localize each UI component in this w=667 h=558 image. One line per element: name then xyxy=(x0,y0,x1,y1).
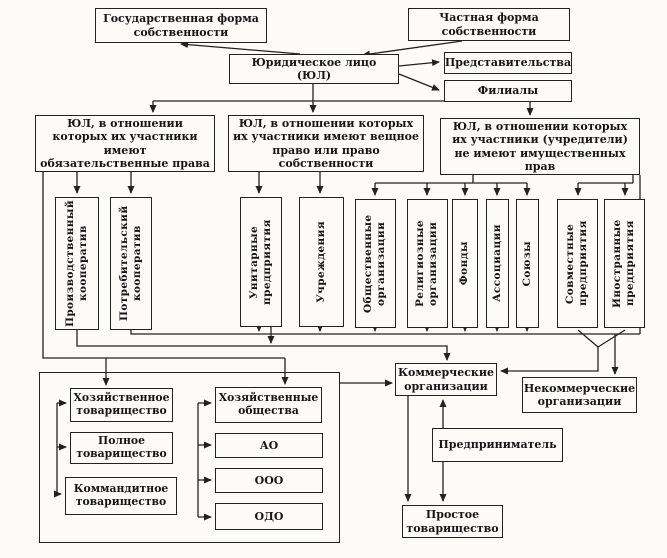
node-limited-partnership xyxy=(65,477,177,515)
node-production-cooperative xyxy=(55,197,99,330)
node-label: Иностранные предприятия xyxy=(611,219,637,308)
node-label: ЮЛ, в отношении которых их участники имеют вещное право или право собственности xyxy=(233,117,419,170)
node-legal-entity xyxy=(229,54,399,84)
node-religious-organizations xyxy=(407,199,448,328)
node-label: Фонды xyxy=(458,241,471,286)
node-funds xyxy=(452,199,478,328)
node-label: Частная форма собственности xyxy=(439,11,539,38)
node-label: Представительства xyxy=(444,56,572,70)
node-label: Союзы xyxy=(520,240,533,287)
node-label: Простое товарищество xyxy=(406,508,499,535)
node-label: Религиозные организации xyxy=(414,220,440,307)
node-label: Учреждения xyxy=(314,221,327,303)
node-label: Ассоциации xyxy=(490,224,503,303)
node-label: ОДО xyxy=(254,509,284,523)
node-public-organizations xyxy=(355,199,396,328)
node-state-ownership xyxy=(95,8,267,43)
node-label: ЮЛ, в отношении которых их участники (учредители) не имеют имущественных прав xyxy=(452,120,628,173)
node-ao xyxy=(215,433,323,458)
node-label: Коммерческие организации xyxy=(398,366,494,393)
node-economic-partnership xyxy=(70,388,173,422)
node-label: ООО xyxy=(254,473,284,487)
node-unions xyxy=(516,199,539,328)
node-label: Филиалы xyxy=(477,84,539,98)
node-consumer-cooperative xyxy=(110,197,152,330)
node-label: Юридическое лицо (ЮЛ) xyxy=(251,55,377,82)
node-unitary-enterprises xyxy=(240,197,282,327)
node-branches xyxy=(444,80,572,102)
node-commercial-organizations xyxy=(395,363,497,396)
node-group-property-rights xyxy=(228,115,424,172)
node-economic-companies xyxy=(215,387,322,423)
node-simple-partnership xyxy=(402,505,503,538)
node-group-no-property-rights xyxy=(440,118,640,175)
node-joint-ventures xyxy=(557,199,598,328)
node-label: ЮЛ, в отношении которых их участники имеют обязательственные права xyxy=(40,117,210,170)
node-foreign-ventures xyxy=(604,199,645,328)
node-ooo xyxy=(215,468,323,493)
node-institutions xyxy=(299,197,344,327)
node-label: АО xyxy=(259,438,279,452)
node-full-partnership xyxy=(70,432,173,464)
node-entrepreneur xyxy=(432,428,563,462)
node-label: Общественные организации xyxy=(362,214,388,313)
node-label: Государственная форма собственности xyxy=(103,12,259,39)
node-label: Потребительский кооператив xyxy=(117,205,143,322)
node-group-obligation-rights xyxy=(35,115,215,172)
node-private-ownership xyxy=(408,8,570,41)
node-label: Некоммерческие организации xyxy=(523,381,636,408)
node-label: Предприниматель xyxy=(438,438,557,452)
node-associations xyxy=(486,199,509,328)
node-label: Производственный кооператив xyxy=(63,199,89,327)
node-label: Хозяйственные общества xyxy=(218,391,319,417)
node-label: Хозяйственное товарищество xyxy=(73,391,170,417)
node-label: Совместные предприятия xyxy=(564,220,590,307)
node-odo xyxy=(215,503,323,530)
node-representative-offices xyxy=(444,52,572,74)
node-label: Полное товарищество xyxy=(76,434,167,460)
node-noncommercial-organizations xyxy=(522,377,637,413)
node-label: Коммандитное товарищество xyxy=(73,482,169,508)
node-label: Унитарные предприятия xyxy=(247,219,273,305)
